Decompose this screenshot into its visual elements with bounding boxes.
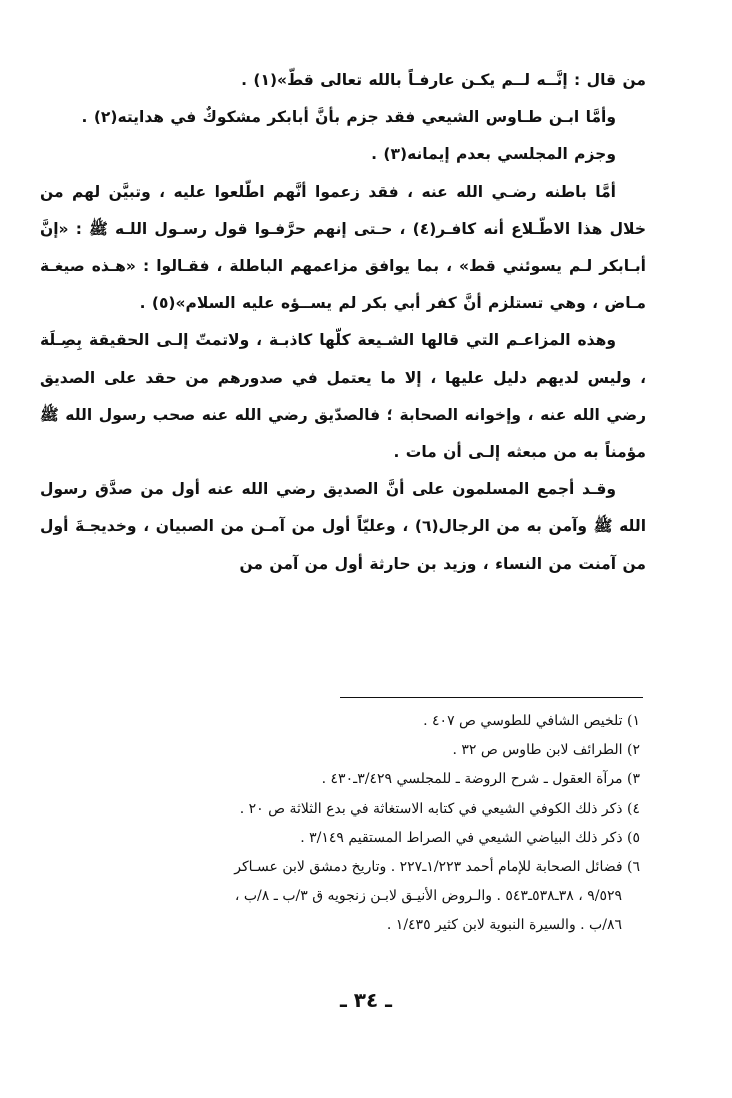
paragraph-5: وهذه المزاعـم التي قالها الشـيعة كلّها كاذبـة ، ولاتمتّ إلـى الحقيقة بِصِـلَة ، وليس لديهم دليل عليها ، إلا ما يعتمل في صدورهم من حقد على الصديق رضي الله عنه ، وإخوانه الصحابة ؛ فالصدّيق رضي الله عنه صحب رسول الله ﷺ مؤمناً به من مبعثه إلـى أن مات . [40,331,646,462]
footnote-6-continued: ٨٦/ب . والسيرة النبوية لابن كثير ١/٤٣٥ . [386,917,622,934]
footnote-6: ٦) فضائل الصحابة للإمام أحمد ١/٢٢٣ـ٢٢٧ . وتاريخ دمشق لابن عسـاكر [234,859,640,876]
paragraph-3: وجزم المجلسي بعدم إيمانه(٣) . [371,145,616,164]
footnotes [52,707,640,941]
paragraph-1: من قال : إنَّــه لــم يكـن عارفـاً بالله تعالى قطّ»(١) . [241,71,646,89]
footnote-1: ١) تلخيص الشافي للطوسي ص ٤٠٧ . [423,713,640,729]
page-number: ـ ٣٤ ـ [339,988,393,1012]
footnote-3: ٣) مرآة العقول ـ شرح الروضة ـ للمجلسي ٣/٤٢٩ـ٤٣٠ . [321,771,640,788]
footnote-6-continued: ٩/٥٢٩ ، ٣٨ـ٥٣٨ـ٥٤٣ . والـروض الأنيـق لابـن زنجويه ق ٣/ب ـ ٨/ب ، [234,888,622,905]
footnote-divider [340,697,643,698]
footnote-2: ٢) الطرائف لابن طاوس ص ٣٢ . [452,742,640,759]
paragraph-4: أمَّا باطنه رضـي الله عنه ، فقد زعموا أنَّهم اطّلعوا عليه ، وتبيَّن لهم من خلال هذا الاطّـلاع أنه كافـر(٤) ، حـتى إنهم حرَّفـوا قول رسـول اللـه ﷺ : «إنَّ أبـابكر لـم يسوئني قط» ، بما يوافق مزاعمهم الباطلة ، فقـالوا : «هـذه صيغـة مـاض ، وهي تستلزم أنَّ كفر أبي بكر لم يســؤه عليه السلام»(٥) . [40,182,646,313]
footnote-4: ٤) ذكر ذلك الكوفي الشيعي في كتابه الاستغاثة في بدع الثلاثة ص ٢٠ . [239,800,640,817]
paragraph-2: وأمَّا ابـن طـاوس الشيعي فقد جزم بأنَّ أبابكر مشكوكٌ في هدايته(٢) . [81,108,616,127]
footnote-5: ٥) ذكر ذلك البياضي الشيعي في الصراط المستقيم ٣/١٤٩ . [300,829,640,846]
paragraph-6: وقـد أجمع المسلمون على أنَّ الصديق رضي الله عنه أول من صدَّق رسول الله ﷺ وآمن به من الرجال(٦) ، وعليّاً أول من آمـن من الصبيان ، وخديجـةَ أول من آمنت من النساء ، وزيد بن حارثة أول من آمن من [40,480,647,573]
main-text [40,62,646,583]
